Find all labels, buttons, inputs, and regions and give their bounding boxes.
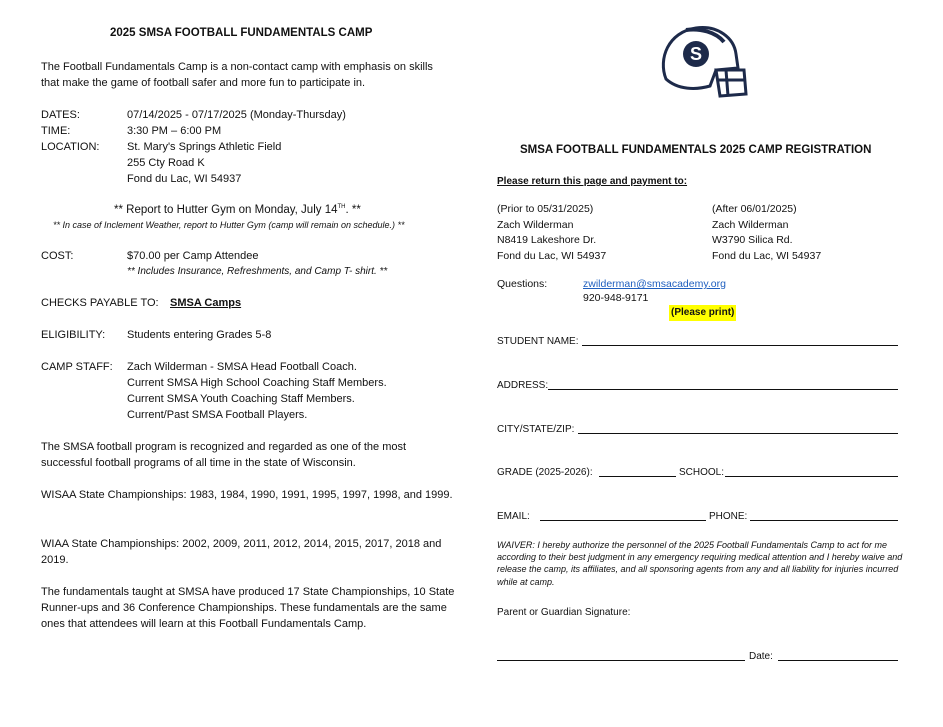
waiver-text: WAIVER: I hereby authorize the personnel of the 2025 Football Fundamentals Camp to act for me according to their best judgment in any emergency requiring medical attention and I hereby waive and release the camp, its affiliates, and all sponsoring agents from any and all liability for injuries incurred while at camp. (497, 540, 903, 587)
date-field[interactable] (778, 660, 898, 661)
staff-line: Current SMSA High School Coaching Staff Members. (127, 377, 387, 389)
staff-label: CAMP STAFF: (41, 361, 113, 373)
location-label: LOCATION: (41, 141, 100, 153)
dates-value: 07/14/2025 - 07/17/2025 (Monday-Thursday) (127, 109, 346, 121)
time-value: 3:30 PM – 6:00 PM (127, 125, 222, 137)
camp-title: 2025 SMSA FOOTBALL FUNDAMENTALS CAMP (110, 27, 373, 39)
intro-paragraph: The Football Fundamentals Camp is a non-contact camp with emphasis on skills that make the game of football safer and more fun to participate in. (41, 61, 433, 89)
weather-note: ** In case of Inclement Weather, report to Hutter Gym (camp will remain on schedule.) ** (53, 220, 405, 230)
time-label: TIME: (41, 125, 71, 137)
grade-field[interactable] (599, 476, 676, 477)
prior-line: Fond du Lac, WI 54937 (497, 249, 607, 262)
cost-label: COST: (41, 250, 74, 262)
after-line: W3790 Silica Rd. (712, 234, 793, 246)
phone-field[interactable] (750, 520, 898, 521)
staff-line: Zach Wilderman - SMSA Head Football Coach. (127, 361, 357, 373)
address-field[interactable] (548, 389, 898, 390)
grade-label: GRADE (2025-2026): (497, 467, 593, 478)
wisaa-paragraph: WISAA State Championships: 1983, 1984, 1990, 1991, 1995, 1997, 1998, and 1999. (41, 489, 453, 501)
after-address (712, 202, 821, 264)
prior-line: N8419 Lakeshore Dr. (497, 234, 597, 246)
school-field[interactable] (725, 476, 898, 477)
fundamentals-paragraph: The fundamentals taught at SMSA have produced 17 State Championships, 10 State Runner-ups and 36 Conference Championships. These fundamentals are the same ones that attendees will learn at this Football Fundamentals Camp. (41, 586, 455, 630)
dates-label: DATES: (41, 109, 80, 121)
location-line: St. Mary's Springs Athletic Field (127, 141, 282, 153)
location-line: 255 Cty Road K (127, 157, 205, 169)
staff-line: Current/Past SMSA Football Players. (127, 409, 308, 421)
checks-value: SMSA Camps (170, 297, 242, 309)
date-label: Date: (749, 651, 773, 662)
staff-line: Current SMSA Youth Coaching Staff Members. (127, 393, 355, 405)
svg-text:S: S (689, 44, 703, 64)
email-link[interactable]: zwilderman@smsacademy.org (583, 278, 726, 290)
prior-line: Zach Wilderman (497, 218, 574, 231)
cost-note: ** Includes Insurance, Refreshments, and Camp T- shirt. ** (127, 266, 388, 277)
cost-value: $70.00 per Camp Attendee (127, 250, 259, 262)
location-line: Fond du Lac, WI 54937 (127, 173, 242, 185)
questions-label: Questions: (497, 278, 548, 290)
checks-label: CHECKS PAYABLE TO: (41, 297, 159, 309)
city-state-zip-label: CITY/STATE/ZIP: (497, 424, 575, 435)
phone-label: PHONE: (709, 511, 748, 522)
after-line: Zach Wilderman (712, 218, 789, 231)
phone-contact: 920-948-9171 (583, 292, 649, 304)
student-name-label: STUDENT NAME: (497, 336, 579, 347)
after-line: (After 06/01/2025) (712, 203, 797, 215)
football-helmet-icon (656, 24, 748, 100)
address-label: ADDRESS: (497, 380, 549, 391)
prior-line: (Prior to 05/31/2025) (497, 203, 594, 215)
prior-address (497, 202, 606, 264)
student-name-field[interactable] (582, 345, 898, 346)
email-label: EMAIL: (497, 511, 530, 522)
email-field[interactable] (540, 520, 706, 521)
eligibility-label: ELIGIBILITY: (41, 329, 106, 341)
program-paragraph: The SMSA football program is recognized and regarded as one of the most successful football programs of all time in the state of Wisconsin. (41, 441, 407, 469)
report-note: ** Report to Hutter Gym on Monday, July 14TH. ** (114, 204, 361, 216)
return-label: Please return this page and payment to: (497, 176, 688, 187)
please-print-note: (Please print) (669, 305, 736, 321)
registration-title: SMSA FOOTBALL FUNDAMENTALS 2025 CAMP REGISTRATION (520, 144, 872, 156)
wiaa-paragraph: WIAA State Championships: 2002, 2009, 2011, 2012, 2014, 2015, 2017, 2018 and 2019. (41, 538, 442, 566)
eligibility-value: Students entering Grades 5-8 (127, 329, 272, 341)
signature-field[interactable] (497, 660, 745, 661)
after-line: Fond du Lac, WI 54937 (712, 249, 822, 262)
signature-label: Parent or Guardian Signature: (497, 607, 631, 618)
city-state-zip-field[interactable] (578, 433, 898, 434)
school-label: SCHOOL: (679, 467, 725, 478)
